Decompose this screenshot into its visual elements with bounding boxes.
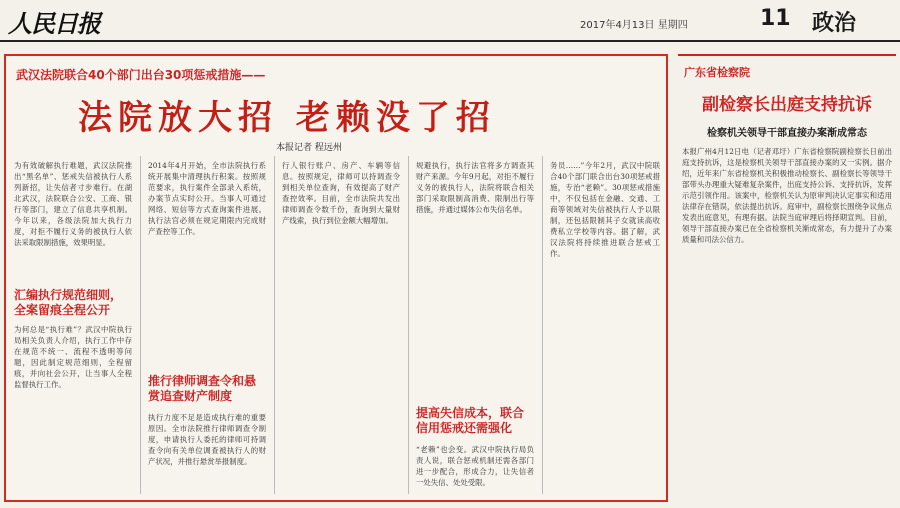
article-headline: 法院放大招 老赖没了招 bbox=[78, 98, 496, 138]
article-column-1b: 为何总是“执行难”？武汉中院执行局相关负责人介绍，执行工作中存在规范不统一、流程不透明等问题，因此制定规范细则，全程留痕，并向社会公开，让当事人全程监督执行工作。 bbox=[14, 325, 132, 389]
side-rule bbox=[678, 54, 896, 56]
column-divider bbox=[274, 156, 275, 494]
side-kicker: 广东省检察院 bbox=[684, 66, 750, 79]
subheading-1: 汇编执行规范细则，全案留痕全程公开 bbox=[14, 288, 123, 317]
masthead bbox=[0, 0, 900, 40]
column-divider bbox=[140, 156, 141, 494]
issue-date: 2017年4月13日 星期四 bbox=[580, 20, 688, 31]
column-divider bbox=[542, 156, 543, 494]
article-column-5: 务员……”今年2月，武汉中院联合40个部门联合出台30项惩戒措施，专治“老赖”。30项惩戒措施中，不仅包括在金融、交通、工商等领域对失信被执行人予以限制，还包括限制其子女就读高收费私立学校等内容。据了解，武汉法院将持续推进联合惩戒工作。 bbox=[550, 161, 660, 258]
newspaper-logo: 人民日报 bbox=[8, 9, 100, 38]
side-article bbox=[678, 54, 896, 502]
subheading-2: 推行律师调查令和悬赏追查财产制度 bbox=[148, 374, 257, 403]
side-headline: 副检察长出庭支持抗诉 bbox=[702, 95, 872, 115]
article-column-2b: 执行力度不足是造成执行难的重要原因。全市法院推行律师调查令制度，申请执行人委托的律师可持调查令向有关单位调查被执行人的财产状况，并推行悬赏举报制度。 bbox=[148, 413, 266, 466]
article-column-4b: “老赖”也会变。武汉中院执行局负责人说，联合惩戒机制还需各部门进一步配合，形成合力，让失信者一处失信、处处受限。 bbox=[416, 445, 534, 487]
column-divider bbox=[408, 156, 409, 494]
side-subheadline: 检察机关领导干部直接办案渐成常态 bbox=[707, 128, 867, 139]
article-column-1: 为有效破解执行难题，武汉法院推出“黑名单”、惩戒失信被执行人系列新招，让失信者寸步难行。在湖北武汉，法院联合公安、工商、银行等部门，建立了信息共享机制。今年以来，各级法院加大执行力度，对拒不履行义务的被执行人依法采取限制措施，效果明显。 bbox=[14, 161, 132, 247]
side-body-text: 本报广州4月12日电（记者邓圩）广东省检察院副检察长日前出庭支持抗诉，这是检察机关领导干部直接办案的又一实例。据介绍，近年来广东省检察机关积极推动检察长、副检察长等领导干部带头办理重大疑难复杂案件，出庭支持公诉、支持抗诉，发挥示范引领作用。该案中，检察机关认为原审判决认定事实和适用法律存在错误，依法提出抗诉。庭审中，副检察长围绕争议焦点发表出庭意见，有理有据。法院当庭审理后将择期宣判。目前，领导干部直接办案已在全省检察机关渐成常态，有力提升了办案质量和司法公信力。 bbox=[682, 147, 892, 244]
main-article bbox=[4, 54, 668, 502]
section-title: 政治 bbox=[812, 11, 857, 36]
subheading-3: 提高失信成本，联合信用惩戒还需强化 bbox=[416, 406, 525, 435]
article-column-2: 2014年4月开始，全市法院执行系统开展集中清理执行积案。按照规范要求，执行案件全部录入系统，办案节点实时公开。当事人可通过网络、短信等方式查询案件进展。执行法官必须在规定期限内完成财产查控等工作。 bbox=[148, 161, 266, 236]
masthead-rule bbox=[0, 40, 900, 42]
article-byline: 本报记者 程远州 bbox=[276, 143, 342, 153]
article-kicker: 武汉法院联合40个部门出台30项惩戒措施—— bbox=[16, 68, 266, 82]
article-column-3: 行人银行账户、房产、车辆等信息。按照规定，律师可以持调查令到相关单位查询，有效提高了财产查控效率。目前，全市法院共发出律师调查令数千份，查询到大量财产线索，执行到位金额大幅增加。 bbox=[282, 161, 400, 225]
article-column-4: 规避执行，执行法官将多方调查其财产来源。今年9月起，对拒不履行义务的被执行人，法院将联合相关部门采取限制高消费、限制出行等措施，并通过媒体公布失信名单。 bbox=[416, 161, 534, 214]
page-number: 11 bbox=[760, 6, 791, 31]
